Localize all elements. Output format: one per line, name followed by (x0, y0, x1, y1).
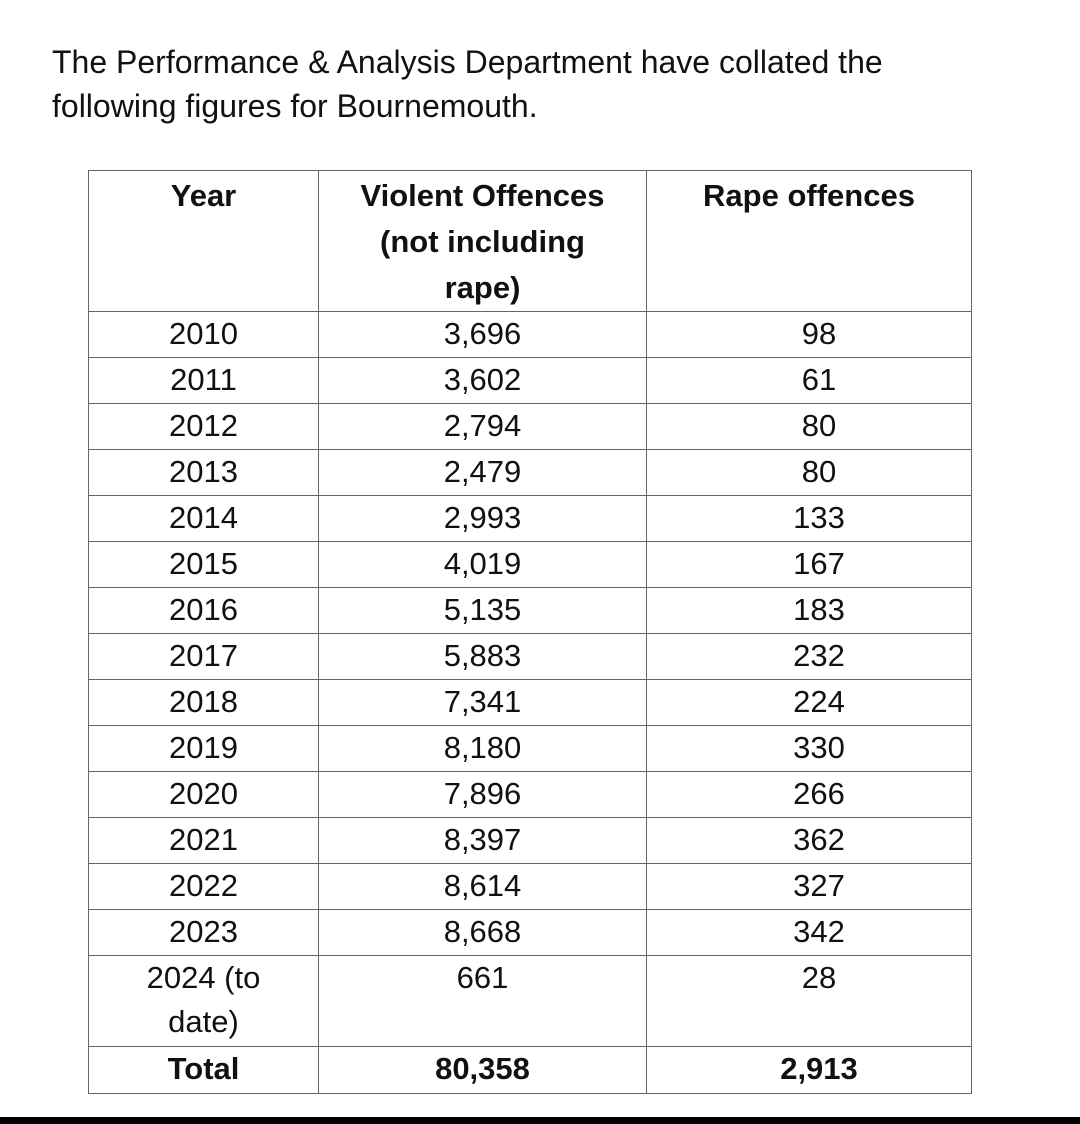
total-rape: 2,913 (647, 1047, 972, 1094)
table-total-row (89, 1047, 972, 1094)
cell-violent: 4,019 (319, 542, 647, 588)
offences-table (88, 170, 972, 1094)
table-header-row (89, 171, 972, 312)
cell-year: 2016 (89, 588, 319, 634)
cell-violent: 2,993 (319, 496, 647, 542)
table-row (89, 772, 972, 818)
table-row (89, 634, 972, 680)
table-row-partial-year (89, 956, 972, 1047)
cell-rape: 61 (647, 358, 972, 404)
table-row (89, 910, 972, 956)
cell-rape: 80 (647, 404, 972, 450)
figures-table-container (88, 170, 972, 1094)
header-rape-offences: Rape offences (647, 171, 972, 312)
table-row (89, 864, 972, 910)
cell-rape: 98 (647, 312, 972, 358)
cell-violent: 3,696 (319, 312, 647, 358)
cell-year: 2013 (89, 450, 319, 496)
table-row (89, 404, 972, 450)
cell-violent: 5,883 (319, 634, 647, 680)
table-row (89, 588, 972, 634)
table-row (89, 680, 972, 726)
cell-year: 2012 (89, 404, 319, 450)
table-row (89, 542, 972, 588)
table-row (89, 358, 972, 404)
table-row (89, 312, 972, 358)
cell-rape: 80 (647, 450, 972, 496)
table-row (89, 818, 972, 864)
header-year: Year (89, 171, 319, 312)
table-row (89, 726, 972, 772)
cell-violent: 7,896 (319, 772, 647, 818)
cell-rape: 330 (647, 726, 972, 772)
cell-rape: 224 (647, 680, 972, 726)
cell-violent: 8,668 (319, 910, 647, 956)
cell-violent: 8,397 (319, 818, 647, 864)
page-bottom-rule (0, 1117, 1080, 1124)
cell-year: 2015 (89, 542, 319, 588)
cell-year: 2018 (89, 680, 319, 726)
cell-violent: 5,135 (319, 588, 647, 634)
cell-year: 2024 (to date) (89, 956, 319, 1047)
cell-violent: 2,479 (319, 450, 647, 496)
cell-rape: 232 (647, 634, 972, 680)
cell-violent: 8,614 (319, 864, 647, 910)
cell-rape: 28 (647, 956, 972, 1047)
table-row (89, 496, 972, 542)
cell-year: 2011 (89, 358, 319, 404)
cell-year: 2022 (89, 864, 319, 910)
cell-rape: 167 (647, 542, 972, 588)
cell-violent: 3,602 (319, 358, 647, 404)
cell-violent: 8,180 (319, 726, 647, 772)
intro-line-1: The Performance & Analysis Department have collated the (52, 44, 883, 80)
cell-rape: 327 (647, 864, 972, 910)
cell-violent: 7,341 (319, 680, 647, 726)
header-violent-offences: Violent Offences (not including rape) (319, 171, 647, 312)
table-row (89, 450, 972, 496)
total-label: Total (89, 1047, 319, 1094)
cell-rape: 183 (647, 588, 972, 634)
cell-year: 2019 (89, 726, 319, 772)
intro-line-2: following figures for Bournemouth. (52, 88, 538, 124)
cell-rape: 133 (647, 496, 972, 542)
cell-rape: 342 (647, 910, 972, 956)
cell-year: 2021 (89, 818, 319, 864)
cell-rape: 266 (647, 772, 972, 818)
cell-violent: 2,794 (319, 404, 647, 450)
cell-year: 2010 (89, 312, 319, 358)
cell-year: 2023 (89, 910, 319, 956)
cell-year: 2020 (89, 772, 319, 818)
cell-violent: 661 (319, 956, 647, 1047)
intro-paragraph (52, 40, 1032, 128)
total-violent: 80,358 (319, 1047, 647, 1094)
cell-year: 2017 (89, 634, 319, 680)
cell-rape: 362 (647, 818, 972, 864)
cell-year: 2014 (89, 496, 319, 542)
